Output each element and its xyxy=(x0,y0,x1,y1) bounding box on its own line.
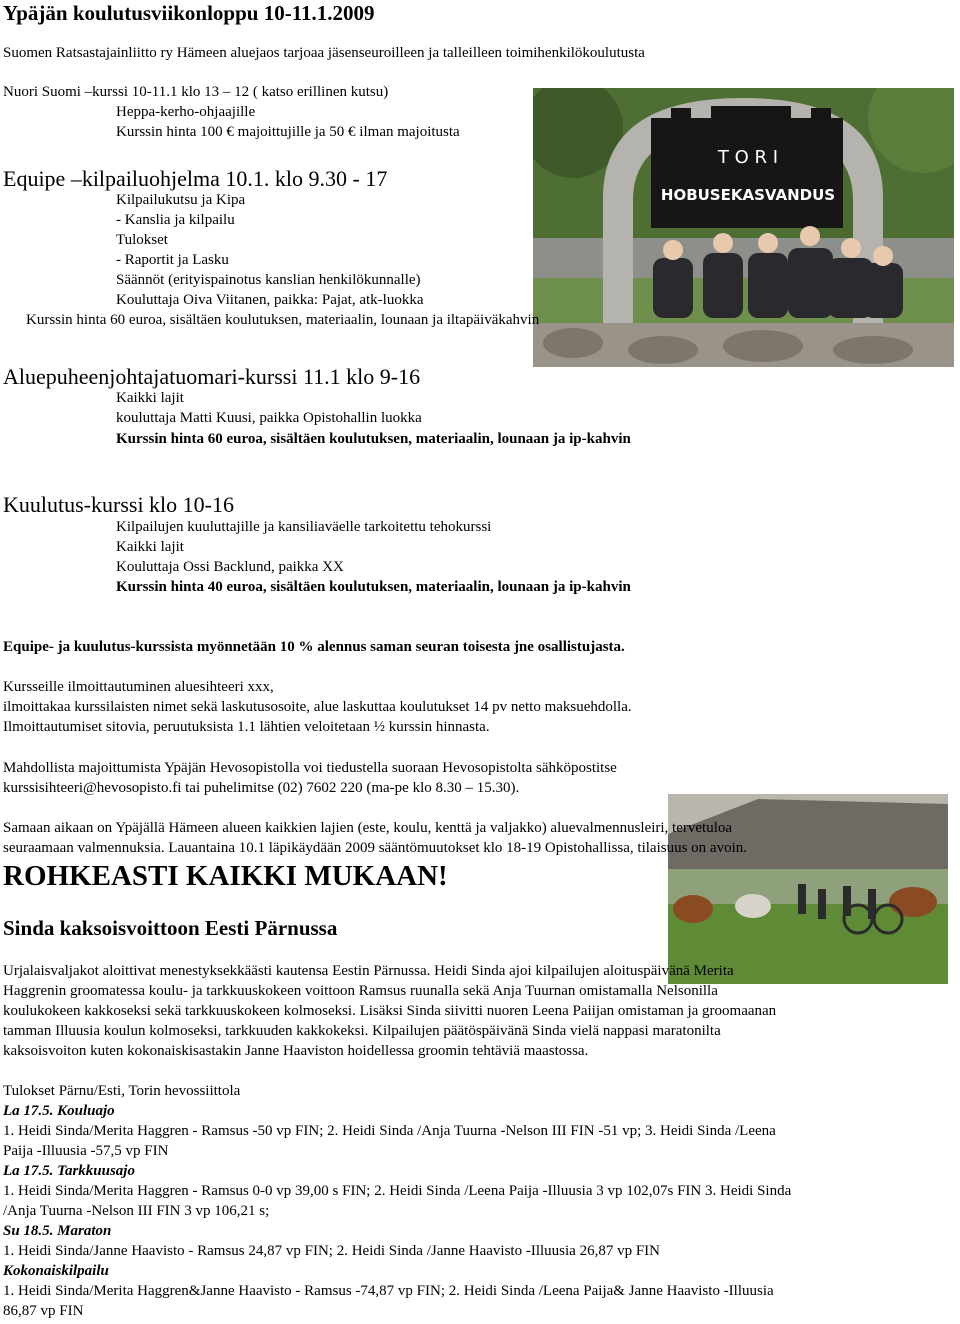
nuori-suomi-title: Nuori Suomi –kurssi 10-11.1 klo 13 – 12 ( katso erillinen kutsu) xyxy=(3,84,389,100)
sinda-paragraph-line: Haggrenin groomatessa koulu- ja tarkkuuskokeen voittoon Ramsus ruunalla sekä Anja Tuurnan omistamalla Nelsonilla xyxy=(3,983,718,999)
camp-line: seuraamaan valmennuksia. Lauantaina 10.1 läpikäydään 2009 sääntömuutokset klo 18-19 Opistohallissa, tilaisuus on avoin. xyxy=(3,840,748,856)
intro-text: Suomen Ratsastajainliitto ry Hämeen aluejaos tarjoaa jäsenseuroilleen ja talleilleen toimihenkilökoulutusta xyxy=(3,45,645,61)
alue-price: Kurssin hinta 60 euroa, sisältäen koulutuksen, materiaalin, lounaan ja ip-kahvin xyxy=(116,431,631,447)
registration-line: Ilmoittautumiset sitovia, peruutuksista 1.1 lähtien veloitetaan ½ kurssin hinnasta. xyxy=(3,719,490,735)
kuulutus-title: Kuulutus-kurssi klo 10-16 xyxy=(3,492,234,517)
sinda-paragraph-line: koulukokeen kakkoseksi sekä tarkkuuskokeen kolmoseksi. Lisäksi Sinda siivitti nuoren Leena Paiijan omistaman ja groomaanan xyxy=(3,1003,777,1019)
result-line: /Anja Tuurna -Nelson III FIN 3 vp 106,21 s; xyxy=(3,1203,270,1219)
equipe-line: - Kanslia ja kilpailu xyxy=(116,212,235,228)
sinda-paragraph-line: Urjalaisvaljakot aloittivat menestyksekkäästi kautensa Eestin Pärnussa. Heidi Sinda ajoi kilpailujen aloituspäivänä Merita xyxy=(3,963,734,979)
result-line: 1. Heidi Sinda/Merita Haggren - Ramsus 0-0 vp 39,00 s FIN; 2. Heidi Sinda /Leena Paija -Illuusia 3 vp 102,07s FIN 3. Heidi Sinda xyxy=(3,1183,792,1199)
result-line: Paija -Illuusia -57,5 vp FIN xyxy=(3,1143,169,1159)
discount-note: Equipe- ja kuulutus-kurssista myönnetään 10 % alennus saman seuran toisesta jne osallistujasta. xyxy=(3,639,625,655)
equipe-line: Kouluttaja Oiva Viitanen, paikka: Pajat, atk-luokka xyxy=(116,292,424,308)
kuulutus-price: Kurssin hinta 40 euroa, sisältäen koulutuksen, materiaalin, lounaan ja ip-kahvin xyxy=(116,579,631,595)
accommodation-line: Mahdollista majoittumista Ypäjän Hevosopistolla voi tiedustella suoraan Hevosopistolta sähköpostitse xyxy=(3,760,617,776)
kuulutus-line1: Kilpailujen kuuluttajille ja kansiliaväelle tarkoitettu tehokurssi xyxy=(116,519,492,535)
kuulutus-line3: Kouluttaja Ossi Backlund, paikka XX xyxy=(116,559,344,575)
slogan-heading: ROHKEASTI KAIKKI MUKAAN! xyxy=(3,860,448,892)
result-line: 1. Heidi Sinda/Janne Haavisto - Ramsus 24,87 vp FIN; 2. Heidi Sinda /Janne Haavisto -Illuusia 26,87 vp FIN xyxy=(3,1243,661,1259)
camp-line: Samaan aikaan on Ypäjällä Hämeen alueen kaikkien lajien (este, koulu, kenttä ja valjakko) aluevalmennusleiri, tervetuloa xyxy=(3,820,733,836)
results-title: Tulokset Pärnu/Esti, Torin hevossiittola xyxy=(3,1083,241,1099)
nuori-suomi-line2: Kurssin hinta 100 € majoittujille ja 50 € ilman majoitusta xyxy=(116,124,460,140)
sinda-title: Sinda kaksoisvoittoon Eesti Pärnussa xyxy=(3,916,338,940)
equipe-line: Tulokset xyxy=(116,232,168,248)
alue-line2: kouluttaja Matti Kuusi, paikka Opistohallin luokka xyxy=(116,410,422,426)
photo-riders-sign xyxy=(533,88,954,367)
alue-title: Aluepuheenjohtajatuomari-kurssi 11.1 klo 9-16 xyxy=(3,364,421,389)
result-label: La 17.5. Kouluajo xyxy=(3,1103,115,1119)
sign-text-hobusekasvandus: HOBUSEKASVANDUS xyxy=(660,186,836,204)
result-line: 86,87 vp FIN xyxy=(3,1303,84,1319)
result-label: Su 18.5. Maraton xyxy=(3,1223,112,1239)
accommodation-line: kurssisihteeri@hevosopisto.fi tai puhelimitse (02) 7602 220 (ma-pe klo 8.30 – 15.30). xyxy=(3,780,520,796)
result-label: La 17.5. Tarkkuusajo xyxy=(3,1163,135,1179)
equipe-title: Equipe –kilpailuohjelma 10.1. klo 9.30 - 17 xyxy=(3,166,388,191)
kuulutus-line2: Kaikki lajit xyxy=(116,539,184,555)
registration-line: Kursseille ilmoittautuminen aluesihteeri xxx, xyxy=(3,679,274,695)
equipe-line: - Raportit ja Lasku xyxy=(116,252,229,268)
registration-line: ilmoittakaa kurssilaisten nimet sekä laskutusosoite, alue laskuttaa koulutukset 14 pv netto maksuehdolla. xyxy=(3,699,632,715)
result-line: 1. Heidi Sinda/Merita Haggren&Janne Haavisto - Ramsus -74,87 vp FIN; 2. Heidi Sinda /Leena Paija& Janne Haavisto -Illuusia xyxy=(3,1283,774,1299)
equipe-line: Kilpailukutsu ja Kipa xyxy=(116,192,246,208)
alue-line1: Kaikki lajit xyxy=(116,390,184,406)
sinda-paragraph-line: tamman Illuusia koulun kolmoseksi, tarkkuuden kakkokeksi. Kilpailujen päätöspäivänä Sinda vielä nappasi maratonilta xyxy=(3,1023,721,1039)
result-line: 1. Heidi Sinda/Merita Haggren - Ramsus -50 vp FIN; 2. Heidi Sinda /Anja Tuurna -Nelson III FIN -51 vp; 3. Heidi Sinda /Leena xyxy=(3,1123,776,1139)
page-title: Ypäjän koulutusviikonloppu 10-11.1.2009 xyxy=(3,1,375,25)
sign-text-tori: T O R I xyxy=(717,147,779,168)
equipe-price: Kurssin hinta 60 euroa, sisältäen koulutuksen, materiaalin, lounaan ja iltapäiväkahvin xyxy=(26,312,540,328)
nuori-suomi-line1: Heppa-kerho-ohjaajille xyxy=(116,104,256,120)
result-label: Kokonaiskilpailu xyxy=(3,1263,109,1279)
equipe-line: Säännöt (erityispainotus kanslian henkilökunnalle) xyxy=(116,272,421,288)
sinda-paragraph-line: kaksoisvoiton kuten kokonaiskisastakin Janne Haaviston hoidellessa groomin tehtäviä maastossa. xyxy=(3,1043,589,1059)
